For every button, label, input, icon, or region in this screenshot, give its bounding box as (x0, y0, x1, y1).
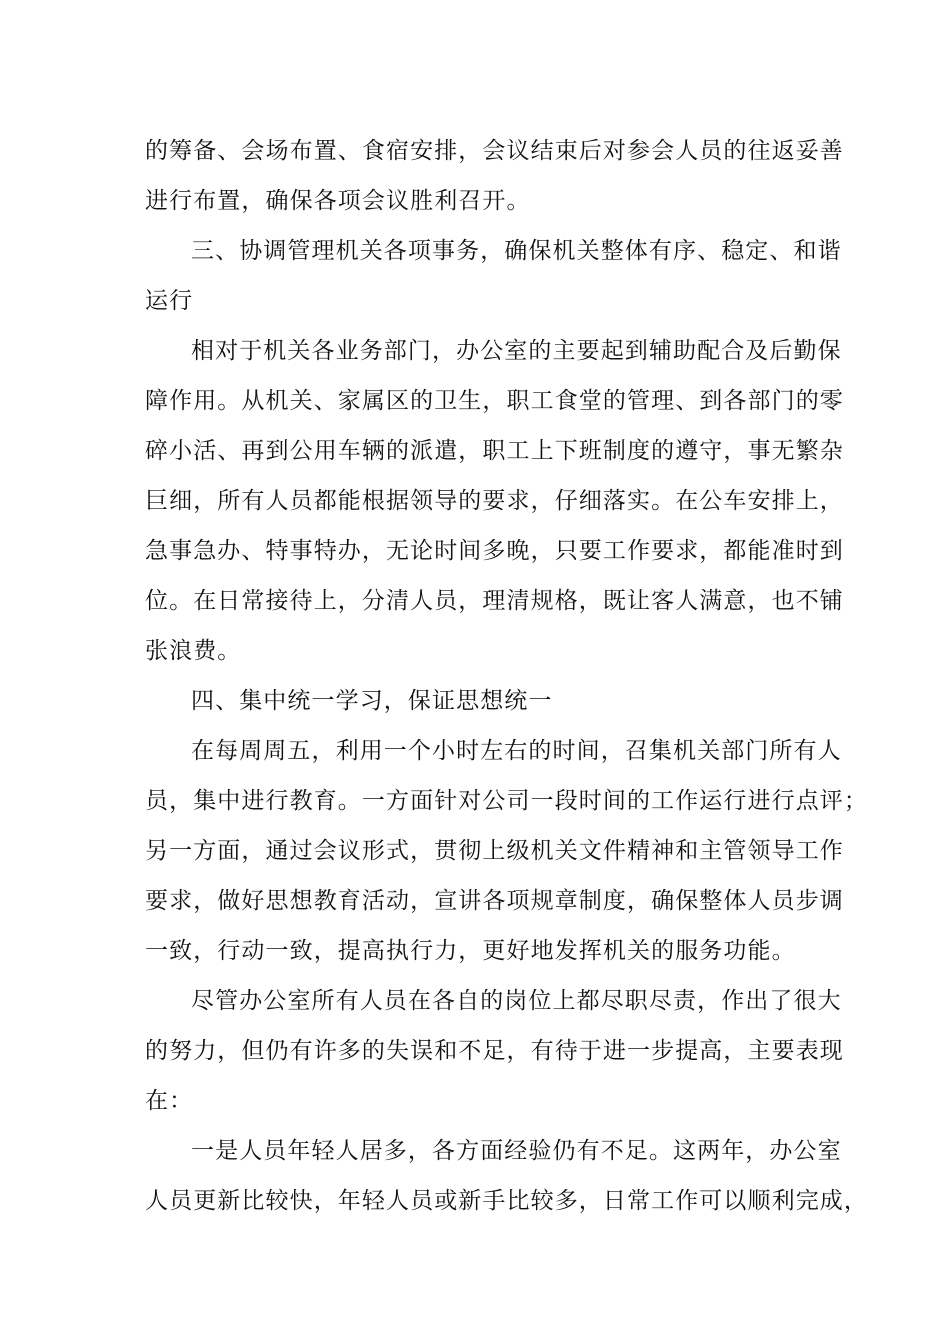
paragraph-start: 在每周周五，利用一个小时左右的时间，召集机关部门所有人 (191, 738, 842, 764)
section-heading-4: 四、集中统一学习，保证思想统一 (191, 688, 553, 714)
section-heading-3: 三、协调管理机关各项事务，确保机关整体有序、稳定、和谐 (191, 238, 842, 264)
text-line: 在： (145, 1088, 194, 1114)
text-line: 的筹备、会场布置、食宿安排，会议结束后对参会人员的往返妥善 (145, 138, 844, 164)
text-line: 的努力，但仍有许多的失误和不足，有待于进一步提高，主要表现 (145, 1038, 844, 1064)
section-heading-3-cont: 运行 (145, 288, 194, 314)
text-line: 要求，做好思想教育活动，宣讲各项规章制度，确保整体人员步调 (145, 888, 844, 914)
text-line: 进行布置，确保各项会议胜利召开。 (145, 188, 531, 214)
text-line: 巨细，所有人员都能根据领导的要求，仔细落实。在公车安排上， (145, 488, 844, 514)
document-body (145, 126, 868, 1226)
text-line: 碎小活、再到公用车辆的派遣，职工上下班制度的遵守，事无繁杂 (145, 438, 844, 464)
text-line: 一致，行动一致，提高执行力，更好地发挥机关的服务功能。 (145, 938, 796, 964)
text-line: 人员更新比较快，年轻人员或新手比较多，日常工作可以顺利完成， (145, 1188, 868, 1214)
text-line: 急事急办、特事特办，无论时间多晚，只要工作要求，都能准时到 (145, 538, 844, 564)
paragraph-start: 一是人员年轻人居多，各方面经验仍有不足。这两年，办公室 (191, 1138, 842, 1164)
text-line: 位。在日常接待上，分清人员，理清规格，既让客人满意，也不铺 (145, 588, 844, 614)
paragraph-start: 尽管办公室所有人员在各自的岗位上都尽职尽责，作出了很大 (191, 988, 842, 1014)
text-line: 另一方面，通过会议形式，贯彻上级机关文件精神和主管领导工作 (145, 838, 844, 864)
text-line: 障作用。从机关、家属区的卫生，职工食堂的管理、到各部门的零 (145, 388, 844, 414)
text-line: 张浪费。 (145, 638, 242, 664)
text-line: 员，集中进行教育。一方面针对公司一段时间的工作运行进行点评； (145, 788, 868, 814)
paragraph-start: 相对于机关各业务部门，办公室的主要起到辅助配合及后勤保 (191, 338, 842, 364)
